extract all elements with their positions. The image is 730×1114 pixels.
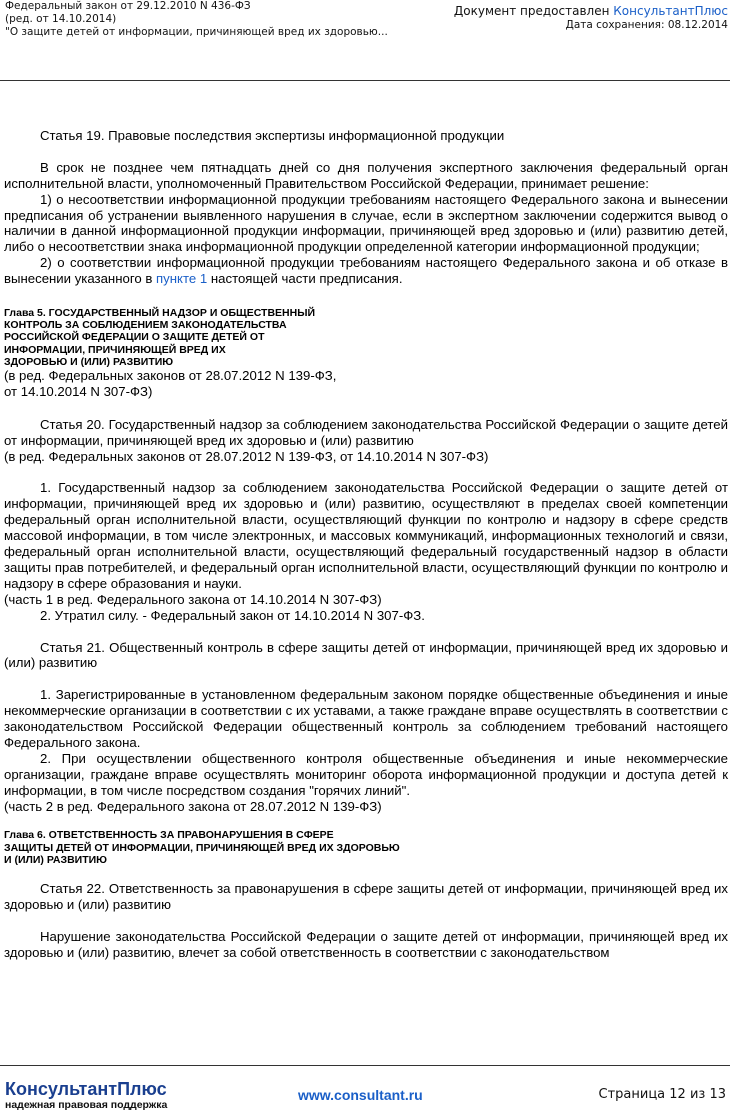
page-number: Страница 12 из 13 bbox=[598, 1087, 726, 1102]
article-21-part-2-note: (часть 2 в ред. Федерального закона от 28.07.2012 N 139-ФЗ) bbox=[4, 798, 382, 814]
chapter-5-revision-note: (в ред. Федеральных законов от 28.07.2012 N 139-ФЗ, bbox=[4, 368, 337, 384]
chapter-5-line: ЗДОРОВЬЮ И (ИЛИ) РАЗВИТИЮ bbox=[4, 355, 174, 368]
consultant-logo bbox=[5, 1079, 167, 1112]
article-19-title: Статья 19. Правовые последствия экспертизы информационной продукции bbox=[40, 128, 505, 143]
chapter-5-heading bbox=[4, 307, 728, 368]
article-19-item-2-text-a: 2) о соответствии информационной продукции требованиям настоящего Федерального закона и об отказе в вынесении указанного в bbox=[4, 255, 728, 287]
article-21-part-2: 2. При осуществлении общественного контроля общественные объединения и иные некоммерческие организации, граждане вправе осуществлять мониторинг оборота информационной продукции и доступа детей к информации, в том числе посредством создания "горячих линий". bbox=[4, 750, 728, 798]
article-20-part-2: 2. Утратил силу. - Федеральный закон от 14.10.2014 N 307-ФЗ. bbox=[40, 607, 425, 623]
footer-tagline: надежная правовая поддержка bbox=[5, 1099, 168, 1111]
chapter-6-line: ЗАЩИТЫ ДЕТЕЙ ОТ ИНФОРМАЦИИ, ПРИЧИНЯЮЩЕЙ ВРЕД ИХ ЗДОРОВЬЮ bbox=[4, 841, 400, 854]
chapter-6-line: И (ИЛИ) РАЗВИТИЮ bbox=[4, 853, 107, 866]
header-provided-prefix: Документ предоставлен bbox=[453, 4, 614, 18]
point-1-link[interactable]: пункте 1 bbox=[156, 271, 208, 287]
document-header-left bbox=[5, 0, 388, 39]
article-19-item-1: 1) о несоответствии информационной продукции требованиям настоящего Федерального закона и вынесении предписания об устранении выявленного нарушения в случае, если в экспертном заключении содержится вывод о наличии в данной информационной продукции информации, причиняющей вред здоровью и (или) развитию детей, либо о несоответствии знака информационной продукции определенной категории информационной продукции; bbox=[4, 191, 728, 255]
article-22-title: Статья 22. Ответственность за правонарушения в сфере защиты детей от информации, причиняющей вред их здоровью и (или) развитию bbox=[4, 881, 728, 912]
chapter-6-heading bbox=[4, 829, 728, 866]
article-20-part-1-note: (часть 1 в ред. Федерального закона от 14.10.2014 N 307-ФЗ) bbox=[4, 591, 382, 607]
footer-website-link[interactable]: www.consultant.ru bbox=[298, 1087, 423, 1103]
document-body bbox=[4, 128, 728, 961]
chapter-5-line: РОССИЙСКОЙ ФЕДЕРАЦИИ О ЗАЩИТЕ ДЕТЕЙ ОТ bbox=[4, 331, 265, 344]
article-20-part-1: 1. Государственный надзор за соблюдением законодательства Российской Федерации о защите детей от информации, причиняющей вред их здоровью и (или) развитию, осуществляют в пределах своей компетенции федеральный орган исполнительной власти, осуществляющий функции по контролю и надзору в сфере средств массовой информации, в том числе электронных, и массовых коммуникаций, информационных технологий и связи, федеральный орган исполнительной власти, осуществляющий федеральный государственный надзор в области защиты прав потребителей, и федеральный орган исполнительной власти, осуществляющий функции по контролю и надзору в сфере образования и науки. bbox=[4, 480, 728, 591]
header-saved-date: Дата сохранения: 08.12.2014 bbox=[565, 19, 728, 31]
header-provided-by bbox=[454, 4, 728, 18]
header-law-revision: (ред. от 14.10.2014) bbox=[5, 13, 117, 25]
article-19-item-2-text-b: настоящей части предписания. bbox=[207, 271, 403, 287]
header-law-name: "О защите детей от информации, причиняющей вред их здоровью... bbox=[5, 26, 388, 38]
chapter-5-line: Глава 5. ГОСУДАРСТВЕННЫЙ НАДЗОР И ОБЩЕСТВЕННЫЙ bbox=[4, 307, 316, 320]
chapter-5-line: КОНТРОЛЬ ЗА СОБЛЮДЕНИЕМ ЗАКОНОДАТЕЛЬСТВА bbox=[4, 319, 287, 332]
chapter-6-line: Глава 6. ОТВЕТСТВЕННОСТЬ ЗА ПРАВОНАРУШЕНИЯ В СФЕРЕ bbox=[4, 829, 334, 842]
chapter-5-revision-note: от 14.10.2014 N 307-ФЗ) bbox=[4, 383, 153, 399]
article-21-part-1: 1. Зарегистрированные в установленном федеральным законом порядке общественные объединения и иные некоммерческие организации в соответствии с их уставами, а также граждане вправе осуществлять в соответствии с законодательством Российской Федерации общественный контроль за соблюдением требований настоящего Федерального закона. bbox=[4, 687, 728, 750]
chapter-5-line: ИНФОРМАЦИИ, ПРИЧИНЯЮЩЕЙ ВРЕД ИХ bbox=[4, 343, 226, 356]
article-20-revision-note: (в ред. Федеральных законов от 28.07.2012 N 139-ФЗ, от 14.10.2014 N 307-ФЗ) bbox=[4, 448, 489, 464]
footer-divider bbox=[0, 1065, 730, 1066]
header-law-title: Федеральный закон от 29.12.2010 N 436-ФЗ bbox=[5, 0, 251, 12]
header-divider bbox=[0, 80, 730, 81]
footer-brand: КонсультантПлюс bbox=[5, 1079, 167, 1099]
document-header-right bbox=[454, 4, 728, 32]
article-19-item-2 bbox=[4, 255, 728, 287]
article-22-paragraph: Нарушение законодательства Российской Федерации о защите детей от информации, причиняющей вред их здоровью и (или) развитию, влечет за собой ответственность в соответствии с законодательством bbox=[4, 928, 728, 960]
article-19-paragraph: В срок не позднее чем пятнадцать дней со дня получения экспертного заключения федеральный орган исполнительной власти, уполномоченный Правительством Российской Федерации, принимает решение: bbox=[4, 159, 728, 191]
article-20-title: Статья 20. Государственный надзор за соблюдением законодательства Российской Федерации о защите детей от информации, причиняющей вред их здоровью и (или) развитию bbox=[4, 416, 728, 448]
header-brand-link[interactable]: КонсультантПлюс bbox=[613, 4, 728, 18]
article-21-title: Статья 21. Общественный контроль в сфере защиты детей от информации, причиняющей вред их здоровью и (или) развитию bbox=[4, 639, 728, 671]
